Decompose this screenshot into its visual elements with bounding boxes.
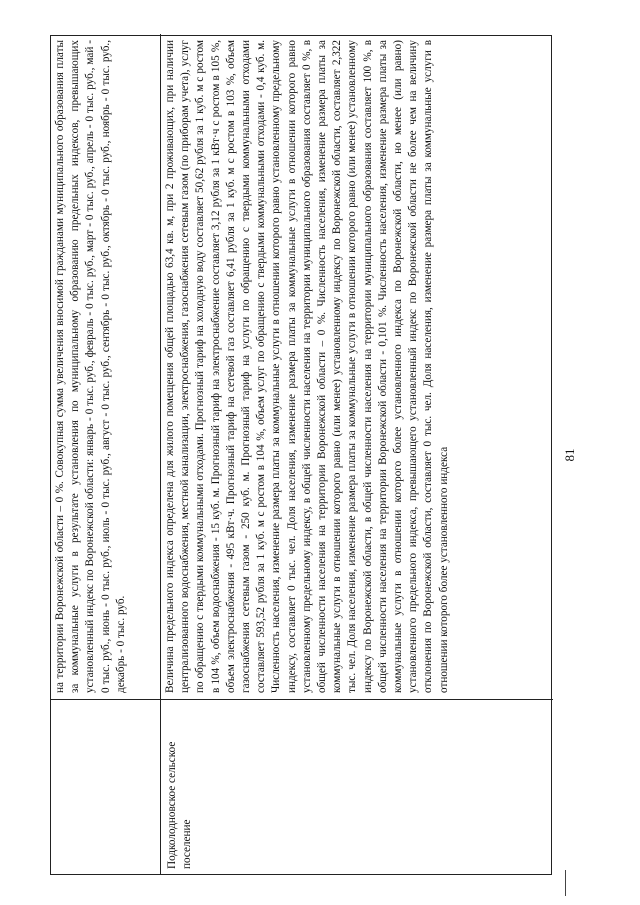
table-row: [51, 34, 161, 874]
footnote-divider: [565, 870, 566, 896]
description-cell: на территории Воронежской области – 0 %. Совокупная сумма увеличения вносимой гражданами муниципального образования платы за коммунальные услуги в результате установления по муниципальному образованию предельных индексов, превышающих установленный индекс по Воронежской области: январь - 0 тыс. руб., февраль - 0 тыс. руб., март - 0 тыс. руб., апрель - 0 тыс. руб., май - 0 тыс. руб., июнь - 0 тыс. руб., июль - 0 тыс. руб., август - 0 тыс. руб., сентябрь - 0 тыс. руб., октябрь - 0 тыс. руб., ноябрь - 0 тыс. руб., декабрь - 0 тыс. руб.: [54, 40, 127, 693]
table-row: [161, 34, 553, 874]
description-cell: Величина предельного индекса определена для жилого помещения общей площадью 63,4 кв. м, при 2 проживающих, при наличии централизованного водоснабжения, местной канализации, электроснабжения, газоснабжения сетевым газом (по приборам учета), услуг по обращению с твердыми коммунальными отходами. Прогнозный тариф на холодную воду составляет 50,62 рубля за 1 куб. м с ростом в 104 %, объем водоснабжения - 15 куб. м. Прогнозный тариф на электроснабжение составляет 3,12 рубля за 1 кВт·ч с ростом в 105 %, объем электроснабжения - 495 кВт·ч. Прогнозный тариф на сетевой газ составляет 6,41 рубля за 1 куб. м с ростом в 103 %, объем газоснабжения сетевым газом - 250 куб. м. Прогнозный тариф на услуги по обращению с твердыми коммунальными отходами составляет 593,52 рубля за 1 куб. м с ростом в 104 %, объем услуг по обращению с твердыми коммунальными отходами - 0,4 куб. м. Численность населения, изменение размера платы за коммунальные услуги в отношении которого равно установленному предельному индексу, составляет 0 тыс. чел. Доля населения, изменение размера платы за коммунальные услуги в отношении которого равно установленному предельному индексу, в общей численности населения на территории муниципального образования составляет 0 %, в общей численности населения на территории Воронежской области – 0 %. Численность населения, изменение размера платы за коммунальные услуги в отношении которого равно (или менее) установленному индексу по Воронежской области, составляет 2,322 тыс. чел. Доля населения, изменение размера платы за коммунальные услуги в отношении которого равно (или менее) установленному индексу по Воронежской области, в общей численности населения на территории муниципального образования составляет 100 %, в общей численности населения на территории Воронежской области - 0,101 %. Численность населения, изменение размера платы за коммунальные услуги в отношении которого более установленного индекса по Воронежской области, но менее (или равно) установленного предельного индекса, превышающего установленный индекс по Воронежской области не более чем на величину отклонения по Воронежской области, составляет 0 тыс. чел. Доля населения, изменение размера платы за коммунальные услуги в отношении которого более установленного индекса: [164, 40, 450, 693]
page-number: 81: [562, 448, 577, 462]
tariff-table: [50, 35, 552, 875]
document-page: [50, 35, 610, 875]
municipality-cell: [51, 699, 160, 874]
municipality-cell: Подколодновское сельское поселение: [161, 699, 553, 874]
